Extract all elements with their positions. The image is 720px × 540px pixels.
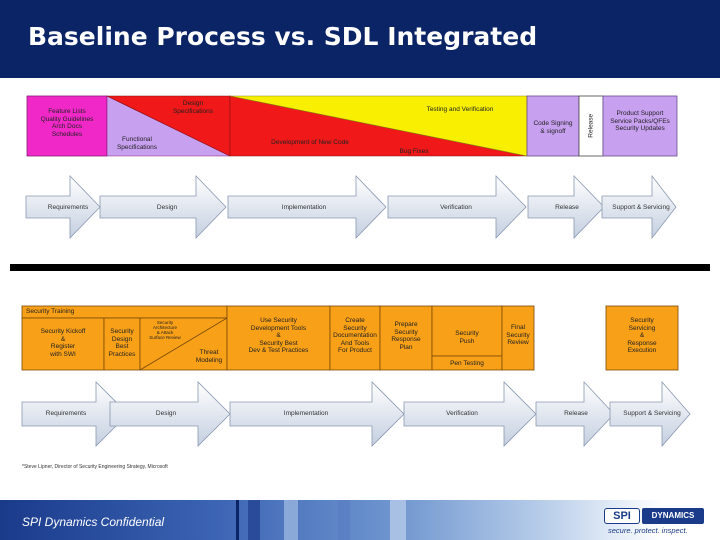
label-pen-testing: Pen Testing [450, 360, 484, 367]
sdl-phase-label-release: Release [564, 410, 588, 417]
sdl-phase-label-design: Design [155, 410, 177, 417]
phase-label-design: Design [156, 204, 178, 211]
logo-prefix: SPI [604, 508, 640, 524]
sdl-phase-arrows [0, 378, 720, 450]
label-security-architecture: Security Architecture & Attack Surface Review [149, 320, 181, 340]
label-prepare-response: Prepare Security Response Plan [391, 321, 421, 351]
label-create-docs: Create Security Documentation And Tools For Product [333, 317, 377, 354]
label-security-training: Security Training [26, 308, 75, 315]
label-security-servicing: Security Servicing & Response Execution [627, 317, 657, 354]
label-product-support: Product Support Service Packs/QFEs Security Updates [610, 110, 670, 132]
footnote: *Steve Lipner, Director of Security Engineering Strategy, Microsoft [22, 464, 168, 470]
label-security-push: Security Push [455, 330, 479, 345]
label-feature-lists: Feature Lists Quality Guidelines Arch Docs Schedules [40, 108, 94, 138]
label-design-specifications: Design Specifications [172, 100, 214, 115]
logo-tagline: secure. protect. inspect. [608, 526, 688, 535]
separator-bar [10, 264, 710, 271]
sdl-phase-label-verification: Verification [446, 410, 478, 417]
label-code-signing: Code Signing & signoff [533, 120, 573, 135]
footer-stripe [236, 500, 239, 540]
phase-label-requirements: Requirements [47, 204, 89, 211]
phase-label-release: Release [555, 204, 579, 211]
footer-stripe [248, 500, 260, 540]
label-testing-verification: Testing and Verification [426, 106, 494, 113]
sdl-phase-label-requirements: Requirements [45, 410, 87, 417]
label-design-best-practices: Security Design Best Practices [108, 328, 136, 358]
phase-label-support: Support & Servicing [612, 204, 670, 211]
footer-stripe [284, 500, 298, 540]
label-functional-specifications: Functional Specifications [116, 136, 158, 151]
footer-stripe [338, 500, 350, 540]
slide-title: Baseline Process vs. SDL Integrated [28, 22, 538, 51]
label-release-vertical: Release [587, 113, 595, 138]
phase-label-implementation: Implementation [281, 204, 327, 211]
label-use-security-tools: Use Security Development Tools & Security Best Dev & Test Practices [248, 317, 309, 354]
label-security-kickoff: Security Kickoff & Register with SWI [40, 328, 86, 358]
label-threat-modeling: Threat Modeling [195, 349, 223, 364]
phase-label-verification: Verification [440, 204, 472, 211]
company-logo [604, 508, 706, 536]
label-final-review: Final Security Review [506, 324, 530, 346]
logo-word: DYNAMICS [642, 508, 704, 524]
label-development-new-code: Development of New Code [271, 139, 349, 146]
sdl-phase-label-implementation: Implementation [283, 410, 329, 417]
sdl-phase-label-support: Support & Servicing [623, 410, 681, 417]
label-bug-fixes: Bug Fixes [399, 148, 429, 155]
footer-stripe [390, 500, 406, 540]
footer-confidential-text: SPI Dynamics Confidential [22, 515, 165, 529]
